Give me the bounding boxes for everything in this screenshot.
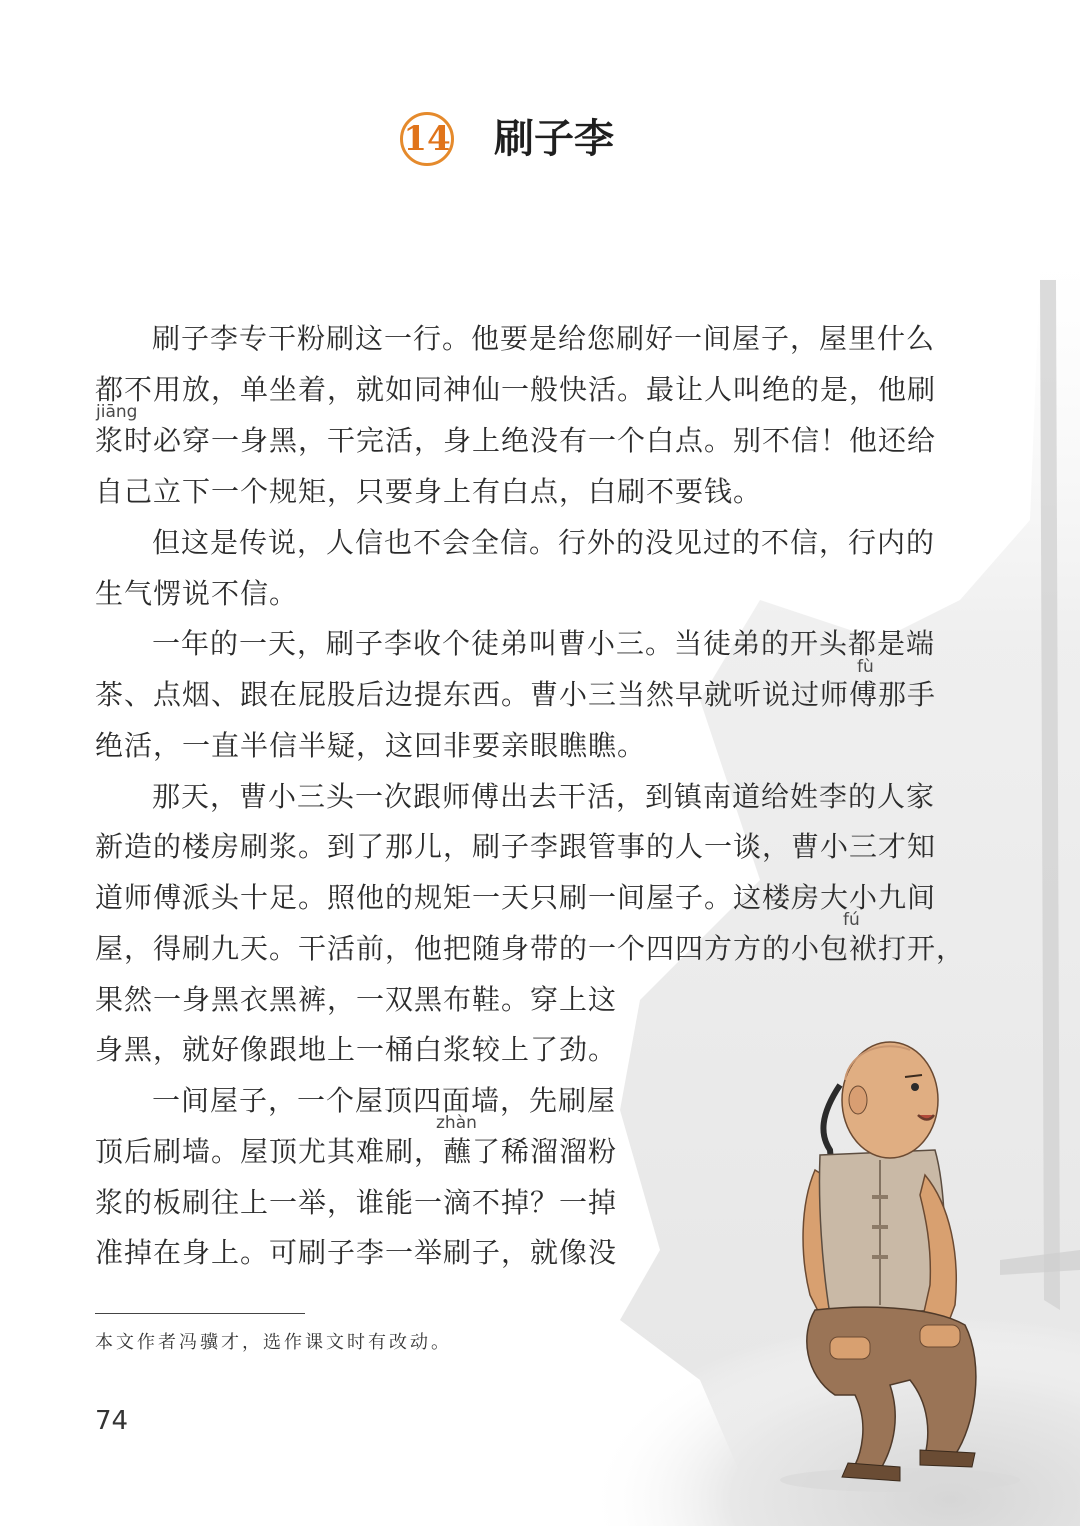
body-line: 但这是传说，人信也不会全信。行外的没见过的不信，行内的 — [152, 526, 936, 559]
body-line: 新造的楼房刷浆。到了那儿，刷子李跟管事的人一谈，曹小三才知 — [95, 830, 937, 863]
pinyin-annotation: jiāng — [96, 402, 138, 422]
body-line: 生气愣说不信。 — [95, 577, 299, 610]
pinyin-annotation: zhàn — [436, 1113, 477, 1133]
body-line: 那天，曹小三头一次跟师傅出去干活，到镇南道给姓李的人家 — [152, 780, 936, 813]
body-line: 刷子李专干粉刷这一行。他要是给您刷好一间屋子，屋里什么 — [152, 322, 936, 355]
body-line: 都不用放，单坐着，就如同神仙一般快活。最让人叫绝的是，他刷 — [95, 373, 937, 406]
body-line: 自己立下一个规矩，只要身上有白点，白刷不要钱。 — [95, 475, 763, 508]
body-line: 顶后刷墙。屋顶尤其难刷，蘸了稀溜溜粉 — [95, 1135, 618, 1168]
body-line: 茶、点烟、跟在屁股后边提东西。曹小三当然早就听说过师傅那手 — [95, 678, 937, 711]
footnote-divider — [95, 1313, 305, 1314]
body-line: 道师傅派头十足。照他的规矩一天只刷一间屋子。这楼房大小九间 — [95, 881, 937, 914]
page-number: 74 — [95, 1406, 129, 1436]
pinyin-annotation: fú — [843, 910, 860, 930]
footnote: 本文作者冯骥才，选作课文时有改动。 — [95, 1332, 452, 1353]
body-line: 绝活，一直半信半疑，这回非要亲眼瞧瞧。 — [95, 729, 647, 762]
body-line: 浆的板刷往上一举，谁能一滴不掉？一掉 — [95, 1186, 618, 1219]
illustration-apprentice — [760, 1025, 1030, 1495]
body-line: 果然一身黑衣黑裤，一双黑布鞋。穿上这 — [95, 983, 618, 1016]
body-line: 浆时必穿一身黑，干完活，身上绝没有一个白点。别不信！他还给 — [95, 424, 937, 457]
lesson-number-badge: 14 — [400, 112, 454, 166]
lesson-title: 刷子李 — [494, 115, 614, 162]
body-line: 屋，得刷九天。干活前，他把随身带的一个四四方方的小包袱打开， — [95, 932, 966, 965]
pinyin-annotation: fù — [857, 657, 874, 677]
body-line: 一间屋子，一个屋顶四面墙，先刷屋 — [152, 1084, 617, 1117]
body-line: 准掉在身上。可刷子李一举刷子，就像没 — [95, 1236, 618, 1269]
body-line: 一年的一天，刷子李收个徒弟叫曹小三。当徒弟的开头都是端 — [152, 627, 936, 660]
body-line: 身黑，就好像跟地上一桶白浆较上了劲。 — [95, 1033, 618, 1066]
